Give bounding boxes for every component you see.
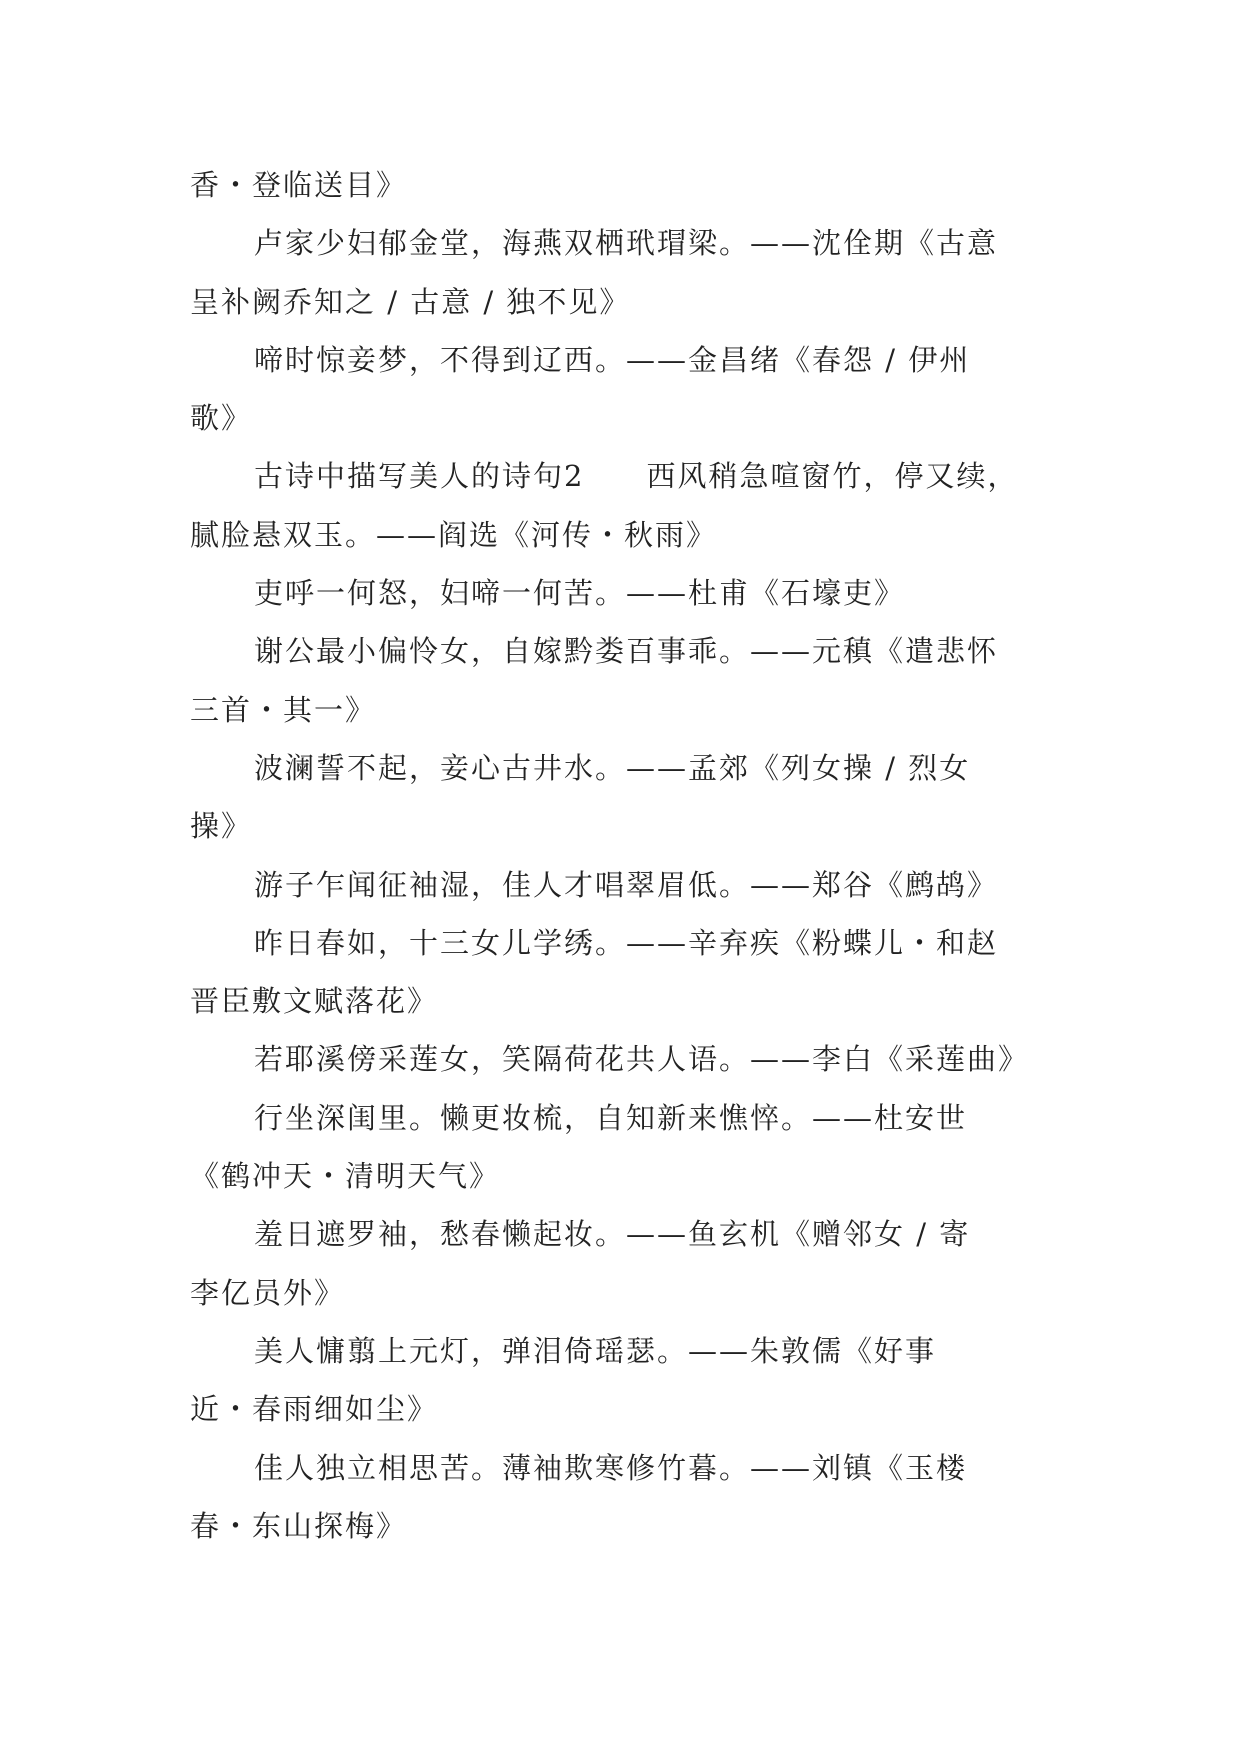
text-line: 卢家少妇郁金堂，海燕双栖玳瑁梁。——沈佺期《古意 [254,226,999,261]
text-line: 《鹤冲天・清明天气》 [190,1159,501,1194]
text-line: 操》 [190,809,253,844]
text-line: 春・东山探梅》 [190,1508,408,1543]
text-line: 香・登临送目》 [190,168,408,202]
text-line: 李亿员外》 [190,1275,346,1310]
text-line: 歌》 [190,401,253,436]
text-line: 游子乍闻征袖湿，佳人才唱翠眉低。——郑谷《鹧鸪》 [254,867,999,902]
text-line: 呈补阙乔知之 / 古意 / 独不见》 [190,284,631,319]
text-line: 吏呼一何怒，妇啼一何苦。——杜甫《石壕吏》 [254,576,906,611]
text-line: 若耶溪傍采莲女，笑隔荷花共人语。——李白《采莲曲》 [254,1042,1030,1077]
text-line: 谢公最小偏怜女，自嫁黔娄百事乖。——元稹《遣悲怀 [254,634,999,669]
text-line: 啼时惊妾梦，不得到辽西。——金昌绪《春怨 / 伊州 [254,342,971,377]
text-line: 行坐深闺里。懒更妆梳，自知新来憔悴。——杜安世 [254,1100,968,1135]
text-line: 近・春雨细如尘》 [190,1392,439,1427]
text-line: 羞日遮罗袖，愁春懒起妆。——鱼玄机《赠邻女 / 寄 [254,1217,971,1252]
text-line: 晋臣敷文赋落花》 [190,984,439,1019]
text-line: 三首・其一》 [190,692,377,727]
poem-text-block [190,156,1050,1555]
text-line: 美人慵翦上元灯，弹泪倚瑶瑟。——朱敦儒《好事 [254,1333,937,1368]
text-line: 昨日春如，十三女儿学绣。——辛弃疾《粉蝶儿・和赵 [254,925,999,960]
text-line: 波澜誓不起，妾心古井水。——孟郊《列女操 / 烈女 [254,750,971,785]
text-line: 古诗中描写美人的诗句2 西风稍急喧窗竹，停又续， [254,459,1019,494]
text-line: 腻脸悬双玉。——阎选《河传・秋雨》 [190,517,718,552]
text-line: 佳人独立相思苦。薄袖欺寒修竹暮。——刘镇《玉楼 [254,1450,968,1485]
